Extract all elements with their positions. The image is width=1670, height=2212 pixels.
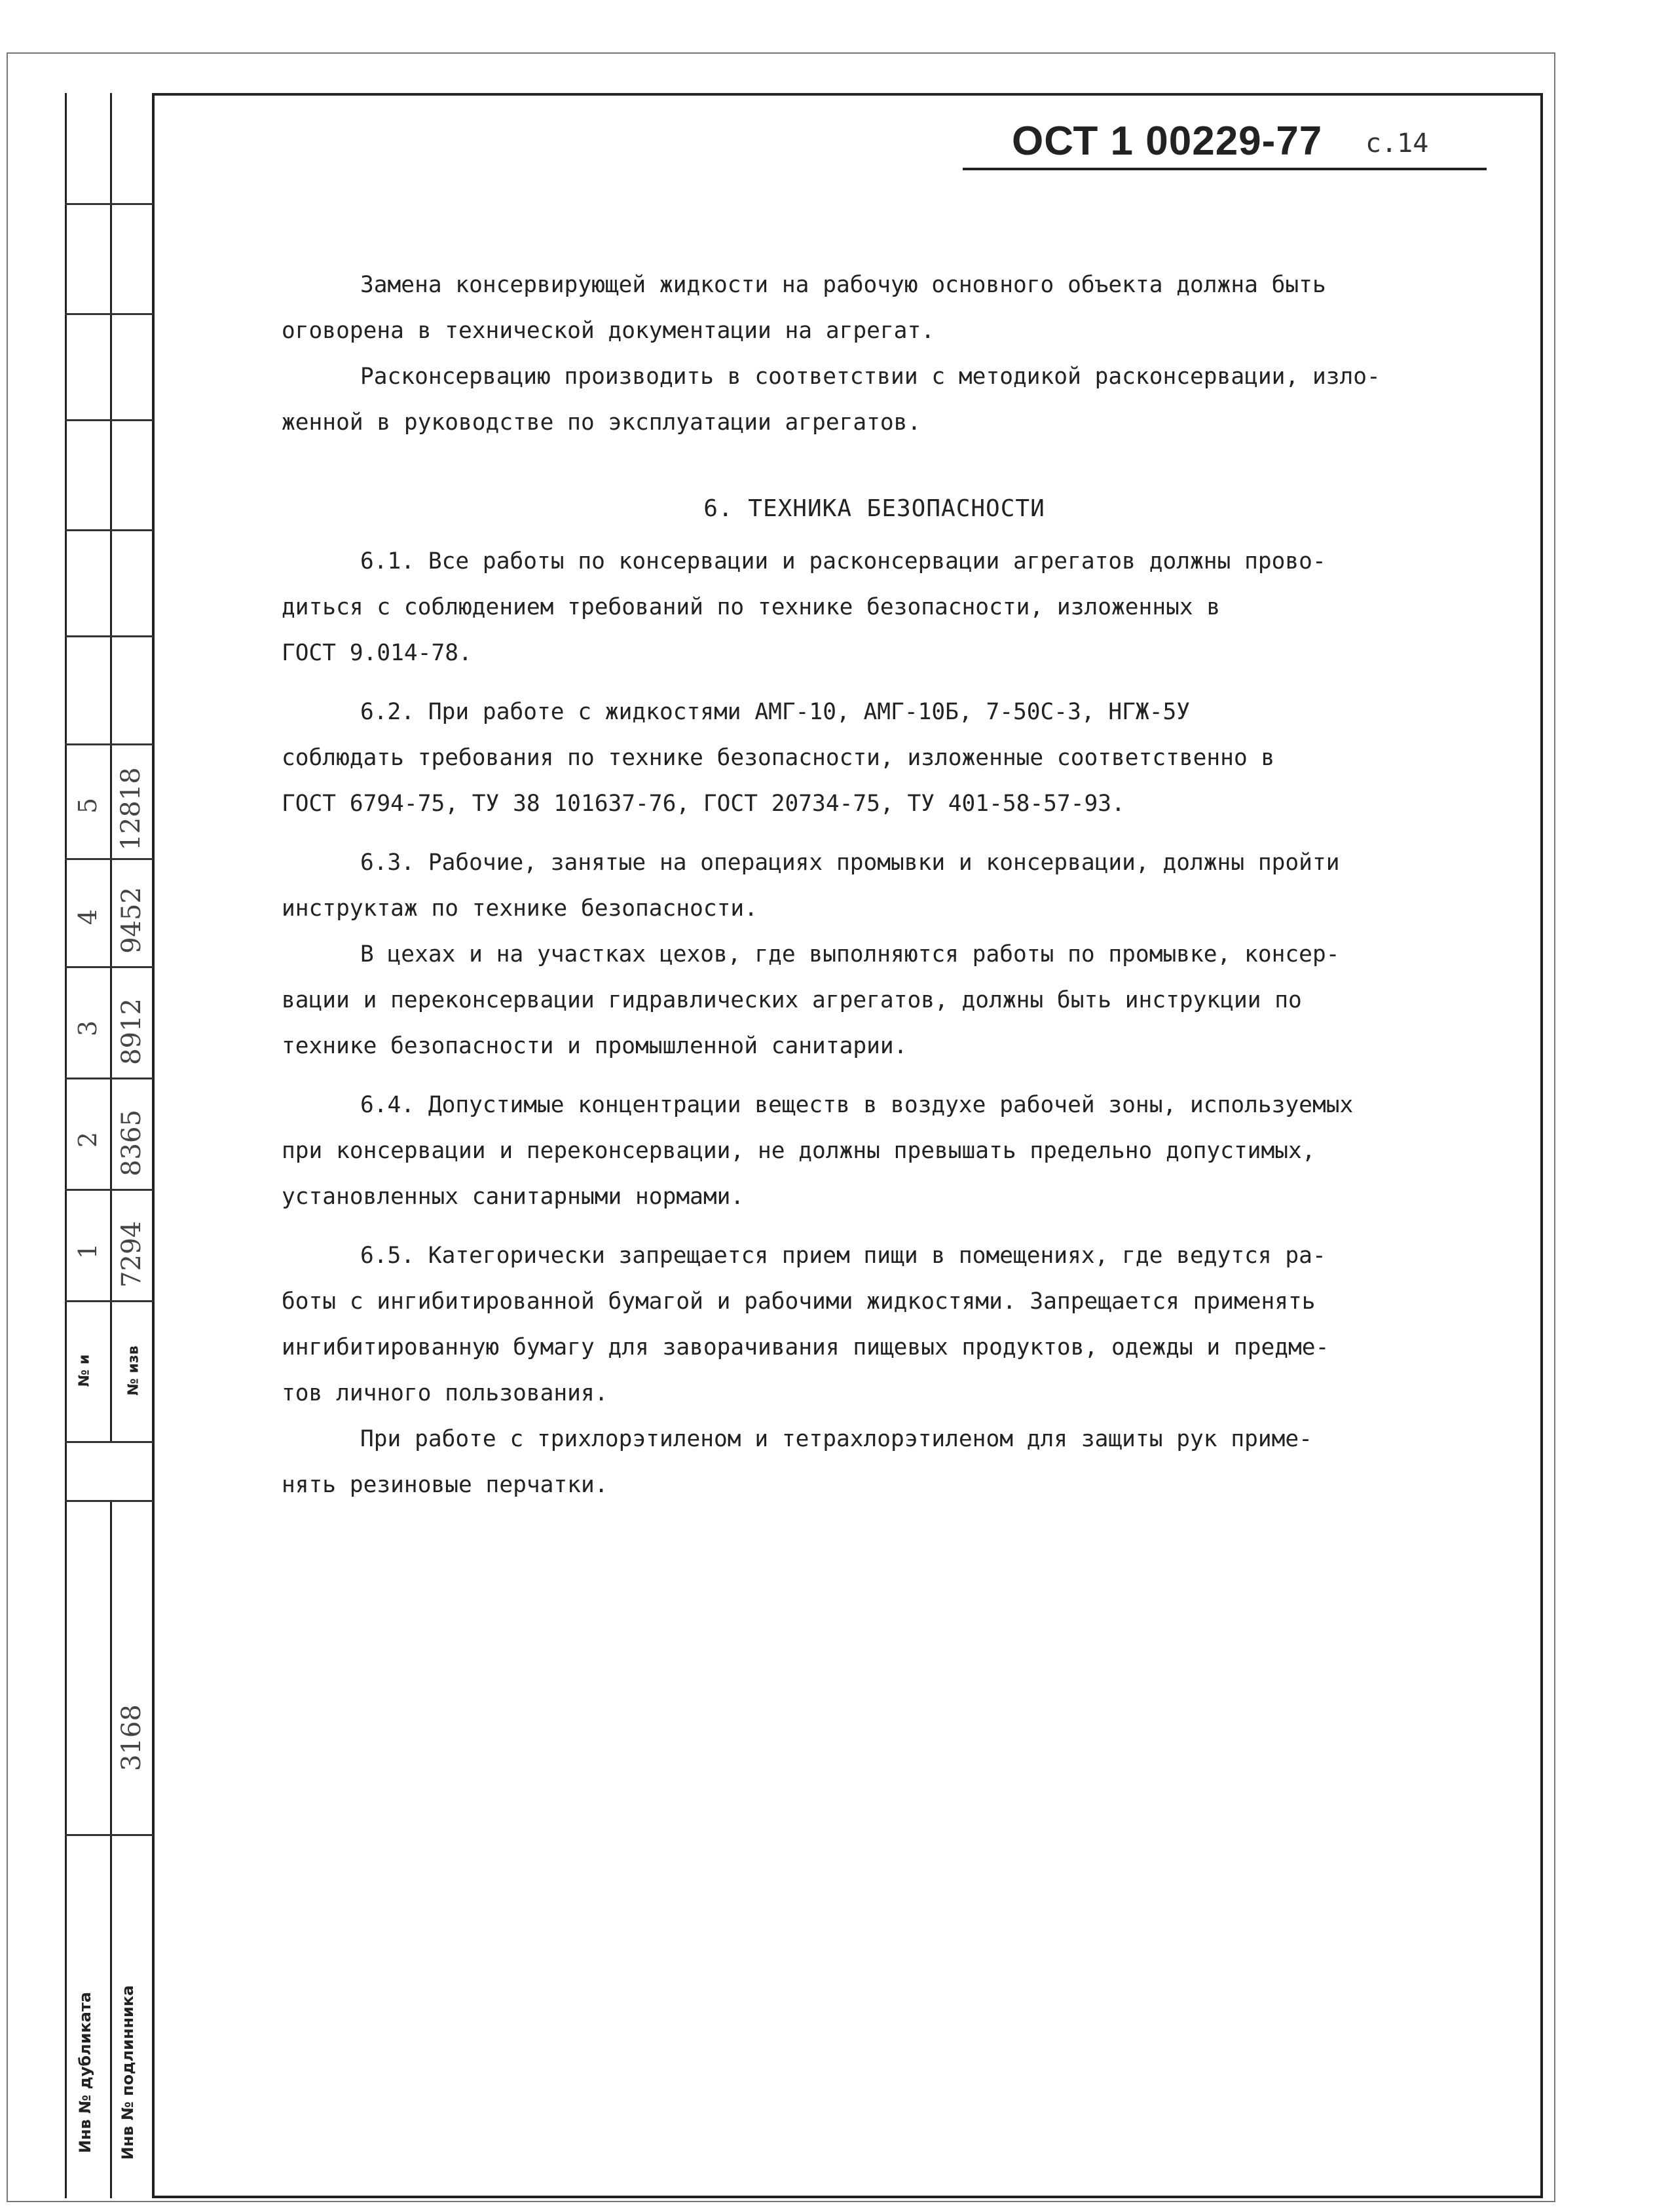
change-doc-number: 7294: [117, 1221, 147, 1288]
text-line: женной в руководстве по эксплуатации агрегатов.: [282, 409, 921, 436]
section-title: 6. ТЕХНИКА БЕЗОПАСНОСТИ: [703, 495, 1045, 522]
text-line: соблюдать требования по технике безопасности, изложенные соответственно в: [282, 745, 1275, 771]
paragraph-replacement: [282, 262, 1467, 354]
text-line: При работе с трихлорэтиленом и тетрахлорэтиленом для защиты рук приме-: [360, 1426, 1312, 1452]
paragraph-6-5: [282, 1233, 1467, 1416]
text-line: оговорена в технической документации на агрегат.: [282, 318, 935, 344]
change-doc-number: 9452: [117, 887, 147, 954]
stamp-divider: [65, 313, 153, 315]
text-line: установленных санитарными нормами.: [282, 1184, 745, 1210]
change-number: 1: [73, 1243, 102, 1260]
stamp-divider: [65, 1834, 153, 1836]
text-line: В цехах и на участках цехов, где выполняются работы по промывке, консер-: [360, 941, 1340, 967]
change-number-label: № и: [76, 1354, 93, 1387]
stamp-divider: [65, 635, 153, 637]
text-line: при консервации и переконсервации, не должны превышать предельно допустимых,: [282, 1138, 1316, 1164]
change-number: 3: [73, 1020, 102, 1037]
stamp-divider: [65, 1189, 153, 1191]
stamp-divider: [65, 966, 153, 968]
change-number: 5: [73, 797, 102, 814]
change-number: 2: [73, 1131, 102, 1148]
stamp-divider: [65, 203, 153, 205]
text-line: диться с соблюдением требований по технике безопасности, изложенных в: [282, 594, 1221, 620]
paragraph-6-5-gloves: [282, 1416, 1467, 1508]
stamp-line-middle-lower: [110, 1500, 112, 2198]
original-inventory-number: 3168: [117, 1704, 147, 1771]
text-line: 6.4. Допустимые концентрации веществ в воздухе рабочей зоны, используемых: [360, 1092, 1354, 1118]
text-line: тов личного пользования.: [282, 1380, 608, 1406]
stamp-divider: [65, 743, 153, 745]
text-line: 6.5. Категорически запрещается прием пищи в помещениях, где ведутся ра-: [360, 1243, 1326, 1269]
change-doc-number: 8912: [117, 998, 147, 1065]
text-line: 6.2. При работе с жидкостями АМГ-10, АМГ-10Б, 7-50С-3, НГЖ-5У: [360, 699, 1191, 725]
original-inventory-label: Инв № подлинника: [119, 1985, 137, 2160]
paragraph-6-2: [282, 689, 1467, 827]
stamp-line-left: [65, 93, 67, 2198]
text-line: вации и переконсервации гидравлических агрегатов, должны быть инструкции по: [282, 987, 1302, 1013]
duplicate-inventory-label: Инв № дубликата: [76, 1991, 94, 2154]
paragraph-6-1: [282, 538, 1467, 676]
stamp-divider: [65, 1300, 153, 1302]
document-code: ОСТ 1 00229-77: [1012, 119, 1323, 164]
text-line: инструктаж по технике безопасности.: [282, 895, 758, 922]
text-line: 6.1. Все работы по консервации и расконсервации агрегатов должны прово-: [360, 548, 1326, 574]
paragraph-6-4: [282, 1082, 1467, 1220]
stamp-divider: [65, 419, 153, 421]
document-body: [282, 262, 1467, 1508]
stamp-divider: [65, 858, 153, 860]
change-doc-label: № изв: [125, 1345, 142, 1396]
text-line: Расконсервацию производить в соответствии с методикой расконсервации, изло-: [360, 364, 1381, 390]
page-number: с.14: [1365, 128, 1429, 159]
change-doc-number: 12818: [116, 767, 146, 851]
change-number: 4: [73, 909, 102, 926]
text-line: ингибитированную бумагу для заворачивания пищевых продуктов, одежды и предме-: [282, 1334, 1329, 1360]
change-doc-number: 8365: [117, 1110, 147, 1176]
paragraph-6-3-workshops: [282, 931, 1467, 1069]
text-line: технике безопасности и промышленной санитарии.: [282, 1033, 908, 1059]
text-line: нять резиновые перчатки.: [282, 1472, 608, 1498]
stamp-divider: [65, 1500, 153, 1502]
stamp-divider: [65, 529, 153, 531]
text-line: Замена консервирующей жидкости на рабочую основного объекта должна быть: [360, 272, 1326, 298]
text-line: ГОСТ 6794-75, ТУ 38 101637-76, ГОСТ 20734-75, ТУ 401-58-57-93.: [282, 791, 1125, 817]
header-underline: [963, 168, 1487, 170]
stamp-line-middle: [110, 93, 112, 1442]
text-line: ГОСТ 9.014-78.: [282, 640, 472, 666]
stamp-divider: [65, 1078, 153, 1079]
text-line: 6.3. Рабочие, занятые на операциях промывки и консервации, должны пройти: [360, 850, 1340, 876]
paragraph-deconservation: [282, 354, 1467, 445]
stamp-divider: [65, 1441, 153, 1443]
text-line: боты с ингибитированной бумагой и рабочими жидкостями. Запрещается применять: [282, 1288, 1316, 1315]
paragraph-6-3: [282, 840, 1467, 931]
